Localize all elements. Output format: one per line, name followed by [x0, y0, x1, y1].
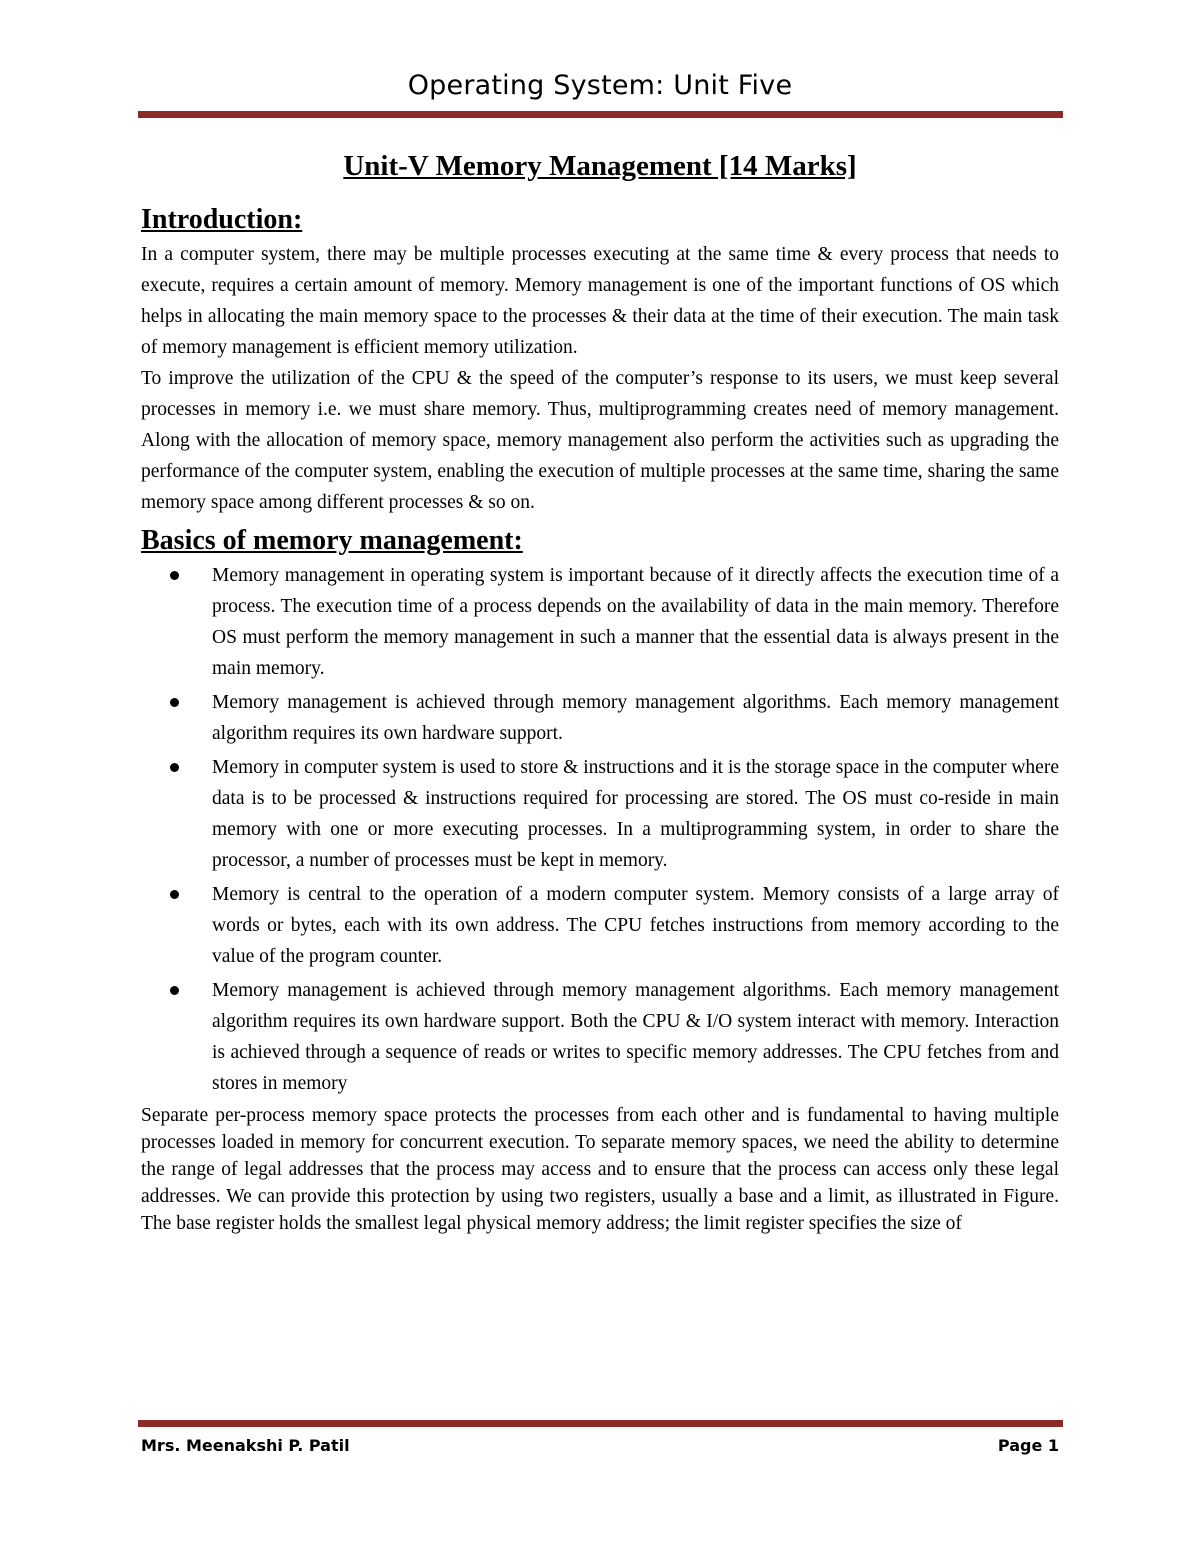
bullet-text: Memory management in operating system is important because of it directly affects the execution time of a process. The execution time of a process depends on the availability of data in the main memory. Therefore OS must perform the memory management in such a manner that the essential data is always present in the main memory. [212, 565, 1059, 679]
bullet-item [212, 752, 1059, 876]
bullet-icon [170, 986, 179, 995]
introduction-paragraph-1: In a computer system, there may be multiple processes executing at the same time & every process that needs to execute, requires a certain amount of memory. Memory management is one of the important functions of OS which helps in allocating the main memory space to the processes & their data at the time of their execution. The main task of memory management is efficient memory utilization. [141, 244, 1059, 358]
introduction-heading: Introduction: [141, 204, 303, 235]
page-content [141, 145, 1059, 1237]
bullet-text: Memory management is achieved through memory management algorithms. Each memory management algorithm requires its own hardware support. Both the CPU & I/O system interact with memory. Interaction is achieved through a sequence of reads or writes to specific memory addresses. The CPU fetches from and stores in memory [212, 980, 1059, 1094]
basics-heading: Basics of memory management: [141, 525, 523, 556]
bullet-icon [170, 698, 179, 707]
bullet-icon [170, 571, 179, 580]
closing-paragraph: Separate per-process memory space protects the processes from each other and is fundamental to having multiple processes loaded in memory for concurrent execution. To separate memory spaces, we need the ability to determine the range of legal addresses that the process may access and to ensure that the process can access only these legal addresses. We can provide this protection by using two registers, usually a base and a limit, as illustrated in Figure. The base register holds the smallest legal physical memory address; the limit register specifies the size of [141, 1105, 1059, 1234]
document-title: Unit-V Memory Management [14 Marks] [343, 150, 857, 182]
bullet-icon [170, 890, 179, 899]
footer-page-number: Page 1 [997, 1436, 1059, 1455]
bullet-item [212, 687, 1059, 749]
bullet-icon [170, 763, 179, 772]
running-header: Operating System: Unit Five [407, 70, 793, 101]
bullet-item [212, 975, 1059, 1099]
bullet-text: Memory is central to the operation of a modern computer system. Memory consists of a large array of words or bytes, each with its own address. The CPU fetches instructions from memory according to the value of the program counter. [212, 884, 1059, 967]
bullet-item [212, 560, 1059, 684]
bullet-item [212, 879, 1059, 972]
basics-bullet-list [141, 560, 1059, 1099]
introduction-paragraph-2: To improve the utilization of the CPU & the speed of the computer’s response to its users, we must keep several processes in memory i.e. we must share memory. Thus, multiprogramming creates need of memory management. Along with the allocation of memory space, memory management also perform the activities such as upgrading the performance of the computer system, enabling the execution of multiple processes at the same time, sharing the same memory space among different processes & so on. [141, 368, 1059, 513]
bullet-text: Memory in computer system is used to store & instructions and it is the storage space in the computer where data is to be processed & instructions required for processing are stored. The OS must co-reside in main memory with one or more executing processes. In a multiprogramming system, in order to share the processor, a number of processes must be kept in memory. [212, 757, 1059, 871]
footer-author: Mrs. Meenakshi P. Patil [141, 1436, 350, 1455]
bullet-text: Memory management is achieved through memory management algorithms. Each memory management algorithm requires its own hardware support. [212, 692, 1059, 744]
footer-rule [138, 1420, 1063, 1427]
header-rule [138, 111, 1063, 118]
